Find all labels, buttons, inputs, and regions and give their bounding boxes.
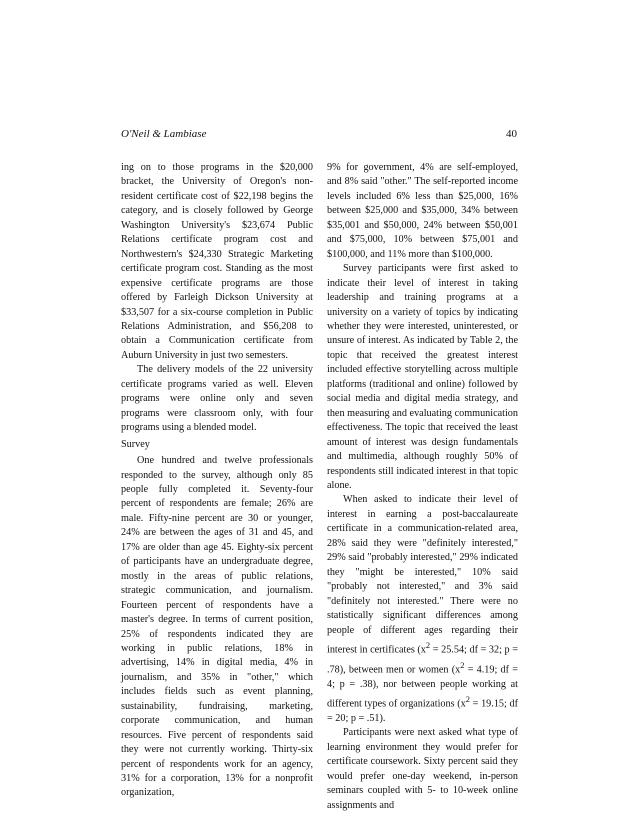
paragraph-learning-environment: Participants were next asked what type of learning environment they would prefer for certificate coursework. Sixty percent said they would prefer one-day weekend, in-person seminars coupled with 5- to 10-week online assignments and	[327, 727, 518, 811]
chi-square-superscript-1: 2	[425, 639, 431, 650]
paragraph-topic-interest: Survey participants were first asked to indicate their level of interest in taking leadership and training programs at a university on a variety of topics by indicating whether they were interested, uninterested, or unsure of interest. As indicated by Table 2, the topic that received the greatest interest included effective storytelling across multiple platforms (traditional and online) followed by social media and digital media strategy, and then measuring and evaluating communication effectiveness. The topic that received the least amount of interest was design fundamentals and multimedia, although roughly 50% of respondents still indicated interest in that topic alone.	[327, 263, 518, 491]
right-column	[327, 161, 518, 813]
left-column	[121, 161, 313, 801]
paragraph-income-levels: 9% for government, 4% are self-employed, and 8% said "other." The self-reported income levels included 6% less than $25,000, 16% between $25,000 and $35,000, 34% between $35,001 and $50,000, 24% between $50,001 and $75,000, 10% between $75,001 and $100,000, and 11% more than $100,000.	[327, 162, 518, 260]
paragraph-program-costs: ing on to those programs in the $20,000 bracket, the University of Oregon's non-resident certificate cost of $22,198 begins the category, and is closely followed by George Washington University's $23,674 Public Relations certificate program cost and Northwestern's $24,330 Strategic Marketing certificate program cost. Standing as the most expensive certificate programs are those offered by Farleigh Dickson University at $33,507 for a six-course completion in Public Relations Administration, and $56,208 to obtain a Communication certificate from Auburn University in just two semesters.	[121, 162, 313, 361]
certificate-interest-text-b: = 25.54; df = 32; p = .78), between men or women (x	[327, 644, 518, 676]
paragraph-delivery-models: The delivery models of the 22 university certificate programs varied as well. Eleven programs were online only and seven programs were classroom only, with four programs using a blended model.	[121, 364, 313, 434]
paragraph-respondents: One hundred and twelve professionals responded to the survey, although only 85 people fully completed it. Seventy-four percent of respondents are female; 26% are male. Fifty-nine percent are 30 or younger, 24% are between the ages of 31 and 45, and 17% are older than age 45. Eighty-six percent of participants have an undergraduate degree, mostly in the areas of public relations, strategic communication, and journalism. Fourteen percent of respondents have a master's degree. In terms of current position, 25% of respondents indicated they are working in public relations, 18% in advertising, 14% in digital media, 4% in journalism, and 35% in "other," which includes fields such as event planning, sustainability, fundraising, marketing, corporate communication, and human resources. Five percent of respondents said they were not currently working. Thirty-six percent of respondents work for an agency, 31% for a corporation, 13% for a nonprofit organization,	[121, 455, 313, 799]
chi-square-superscript-3: 2	[465, 694, 470, 705]
page-number: 40	[506, 128, 517, 140]
chi-square-superscript-2: 2	[460, 659, 465, 670]
certificate-interest-text-a: When asked to indicate their level of interest in earning a post-baccalaureate certificate in a communication-related area, 28% said they were "definitely interested," 29% said "probably interested," 29% indicated they "might be interested," 10% said "probably not interested," and 3% said "definitely not interested." There were no statistically significant differences among people of different ages regarding their interest in certificates (x	[327, 494, 518, 656]
page-header	[121, 128, 517, 144]
certificate-interest-text-c: = 4.19; df = 4; p = .38), nor between people working at different types of organizations (x	[327, 664, 519, 710]
section-heading-survey: Survey	[121, 438, 150, 450]
certificate-interest-text-d: = 19.15; df = 20; p = .51).	[327, 698, 518, 724]
paragraph-certificate-interest	[327, 493, 518, 726]
running-head: O'Neil & Lambiase	[121, 128, 207, 140]
